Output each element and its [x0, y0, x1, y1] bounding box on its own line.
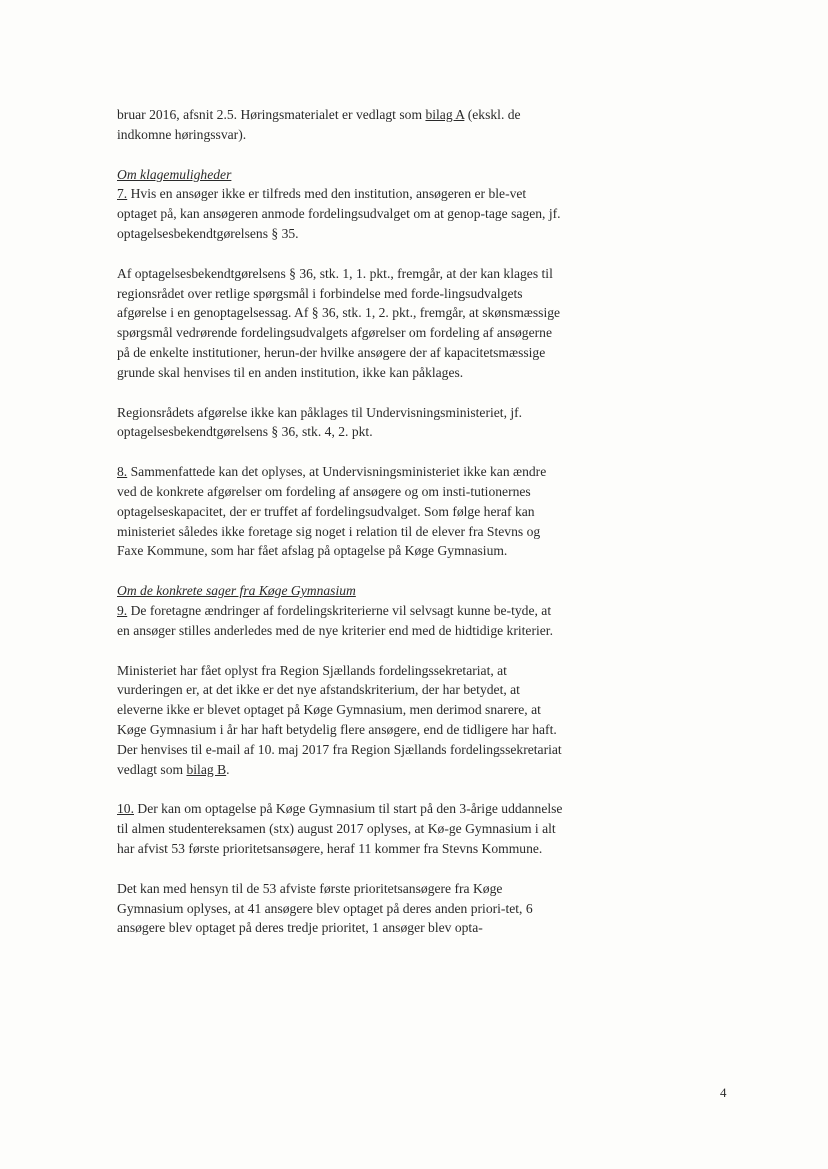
- paragraph-number: 10.: [117, 801, 134, 817]
- paragraph-text: (ekskl. de indkomne høringssvar).: [117, 107, 521, 142]
- paragraph-text: Sammenfattede kan det oplyses, at Undervisningsministeriet ikke kan ændre ved de konkrete afgørelser om fordeling af ansøgere og om insti-tutionernes optagelseskapacitet, der er truffet af fordelingsudvalget. Som følge heraf kan ministeriet således ikke foretage sig noget i relation til de elever fra Stevns og Faxe Kommune, som har fået afslag på optagelse på Køge Gymnasium.: [117, 464, 547, 559]
- section-heading-klagemuligheder: Om klagemuligheder: [117, 166, 232, 182]
- paragraph-text: De foretagne ændringer af fordelingskriterierne vil selvsagt kunne be-tyde, at en ansøger stilles anderledes med de nye kriterier end med de hidtidige kriterier.: [117, 602, 553, 638]
- paragraph-number: 7.: [117, 186, 128, 202]
- section-heading-konkrete-sager: Om de konkrete sager fra Køge Gymnasium: [117, 583, 356, 599]
- paragraph: [117, 661, 567, 780]
- paragraph: Af optagelsesbekendtgørelsens § 36, stk. 1, 1. pkt., fremgår, at der kan klages til regionsrådet over retlige spørgsmål i forbindelse med forde-lingsudvalgets afgørelse i en genoptagelsessag. Af § 36, stk. 1, 2. pkt., fremgår, at skønsmæssige spørgsmål vedrørende fordelingsudvalgets afgørelser om fordeling af ansøgerne på de enkelte institutioner, herun-der hvilke ansøgere der af kapacitetsmæssige grunde skal henvises til en anden institution, ikke kan påklages.: [117, 265, 561, 380]
- attachment-link-bilag-b[interactable]: bilag B: [186, 761, 227, 777]
- paragraph-text: Hvis en ansøger ikke er tilfreds med den institution, ansøgeren er ble-vet optaget på, kan ansøgeren anmode fordelingsudvalget om at genop-tage sagen, jf. optagelsesbekendtgørelsens § 35.: [117, 186, 561, 241]
- paragraph-text: bruar 2016, afsnit 2.5. Høringsmaterialet er vedlagt som: [117, 107, 423, 122]
- paragraph-number: 9.: [117, 602, 128, 618]
- paragraph: Regionsrådets afgørelse ikke kan påklages til Undervisningsministeriet, jf. optagelsesbekendtgørelsens § 36, stk. 4, 2. pkt.: [117, 404, 523, 440]
- page-number: 4: [720, 1085, 727, 1100]
- paragraph-9: [117, 601, 567, 641]
- attachment-link-bilag-a[interactable]: bilag A: [425, 107, 465, 122]
- paragraph-text: Der kan om optagelse på Køge Gymnasium til start på den 3-årige uddannelse til almen studentereksamen (stx) august 2017 oplyses, at Kø-ge Gymnasium i alt har afvist 53 første prioritetsansøgere, heraf 11 kommer fra Stevns Kommune.: [117, 801, 563, 856]
- document-body: [117, 105, 567, 938]
- paragraph-text: Ministeriet har fået oplyst fra Region Sjællands fordelingssekretariat, at vurderingen er, at det ikke er det nye afstandskriterium, der har betydet, at eleverne ikke er blevet optaget på Køge Gymnasium, men derimod snarere, at Køge Gymnasium i år har haft betydelig flere ansøgere, end de tidligere har haft. Der henvises til e-mail af 10. maj 2017 fra Region Sjællands fordelingssekretariat vedlagt som: [117, 662, 562, 777]
- paragraph-8: [117, 462, 567, 561]
- paragraph-text: .: [226, 761, 230, 777]
- paragraph-number: 8.: [117, 464, 128, 480]
- paragraph-10: [117, 799, 567, 858]
- paragraph-7: [117, 184, 567, 243]
- paragraph: Det kan med hensyn til de 53 afviste første prioritetsansøgere fra Køge Gymnasium oplyses, at 41 ansøgere blev optaget på deres anden priori-tet, 6 ansøgere blev optaget på deres tredje prioritet, 1 ansøger blev opta-: [117, 880, 533, 936]
- paragraph-continuation: [117, 105, 567, 145]
